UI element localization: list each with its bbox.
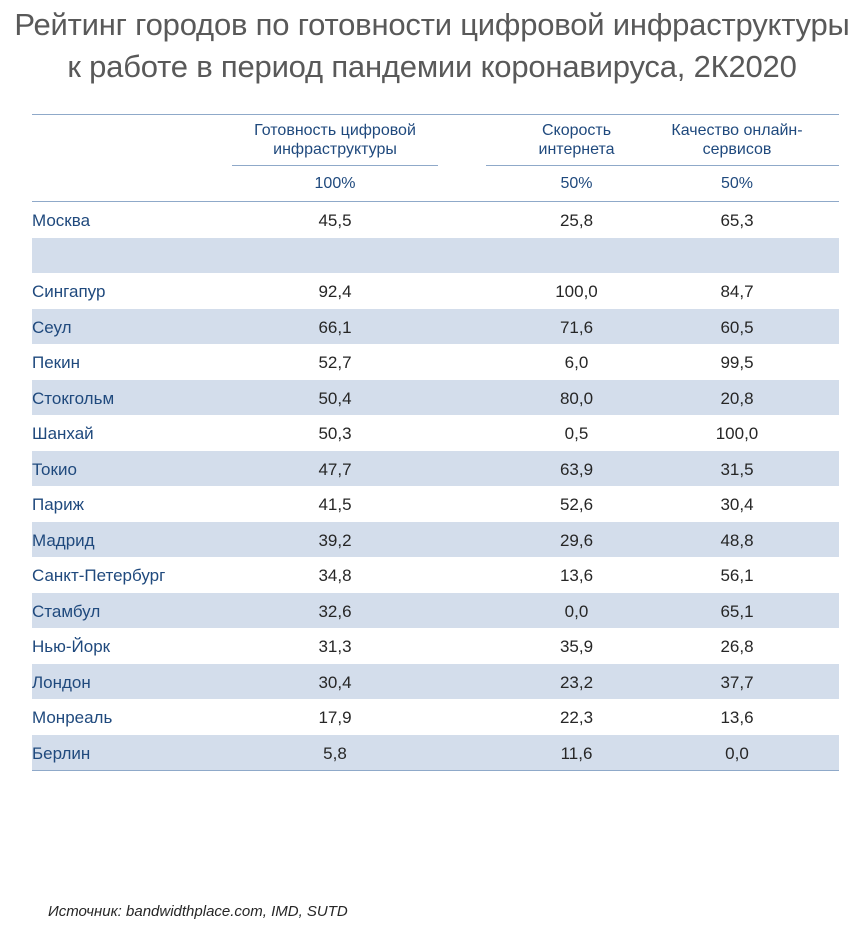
table-row (32, 202, 839, 238)
value-cell: 41,5 (318, 495, 352, 514)
value-cell: 22,3 (559, 708, 594, 727)
city-name: Сеул (32, 317, 72, 337)
value-cell: 37,7 (720, 672, 754, 692)
table-row (32, 699, 839, 735)
table-row (32, 486, 839, 522)
table-row (32, 557, 839, 593)
value-cell: 50,3 (318, 424, 352, 443)
table-row (32, 628, 839, 664)
value-cell: 60,5 (720, 317, 754, 337)
column-header-quality (652, 121, 822, 159)
value-cell: 25,8 (559, 211, 594, 230)
value-cell: 34,8 (318, 566, 352, 585)
city-name: Сингапур (32, 282, 106, 301)
table-row (32, 664, 839, 700)
column-header-line: инфраструктуры (273, 141, 397, 158)
title-line-1: Рейтинг городов по готовности цифровой инфраструктуры (14, 7, 850, 42)
city-name: Лондон (32, 672, 91, 692)
value-cell: 30,4 (318, 672, 352, 692)
value-cell: 65,1 (720, 601, 754, 621)
table-row (32, 593, 839, 629)
value-cell: 56,1 (720, 566, 754, 585)
city-name: Москва (32, 211, 91, 230)
column-header-line: сервисов (702, 141, 772, 158)
weight-speed: 50% (560, 175, 593, 192)
city-name: Шанхай (32, 424, 94, 443)
table-header (32, 115, 839, 166)
value-cell: 47,7 (318, 459, 352, 479)
table-row (32, 309, 839, 345)
column-header-line: Готовность цифровой (254, 122, 416, 139)
value-cell: 39,2 (318, 530, 352, 550)
table-row (32, 522, 839, 558)
value-cell: 65,3 (720, 211, 754, 230)
value-cell: 80,0 (559, 388, 594, 408)
value-cell: 23,2 (559, 672, 594, 692)
value-cell: 17,9 (318, 708, 352, 727)
value-cell: 66,1 (318, 317, 352, 337)
value-cell: 0,5 (564, 424, 589, 443)
value-cell: 52,6 (559, 495, 594, 514)
city-name: Стокгольм (32, 388, 115, 408)
value-cell: 20,8 (720, 388, 754, 408)
table-row (32, 273, 839, 309)
city-name: Пекин (32, 353, 80, 372)
column-header-line: Скорость (541, 122, 612, 139)
title-line-2: к работе в период пандемии коронавируса, 2К2020 (67, 49, 797, 84)
rating-table (32, 114, 839, 771)
value-cell: 35,9 (559, 637, 594, 656)
table-body (32, 202, 839, 770)
value-cell: 11,6 (560, 743, 593, 763)
value-cell: 100,0 (555, 282, 598, 301)
value-cell: 92,4 (318, 282, 352, 301)
column-header-speed (486, 121, 667, 159)
city-name: Санкт-Петербург (32, 566, 166, 585)
column-header-line: Качество онлайн- (671, 122, 803, 139)
value-cell: 100,0 (715, 424, 759, 443)
value-cell: 48,8 (720, 530, 754, 550)
city-name: Париж (32, 495, 84, 514)
value-cell: 99,5 (720, 353, 754, 372)
table-row (32, 344, 839, 380)
table-bottom-line (32, 770, 839, 771)
value-cell: 6,0 (564, 353, 589, 372)
table-row (32, 415, 839, 451)
city-name: Нью-Йорк (32, 637, 111, 656)
value-cell: 32,6 (318, 601, 352, 621)
chart-title (0, 4, 864, 88)
weight-readiness: 100% (314, 175, 356, 192)
city-name: Монреаль (32, 708, 113, 727)
weight-quality: 50% (720, 175, 754, 192)
table-row (32, 380, 839, 416)
value-cell: 31,3 (318, 637, 352, 656)
table-row (32, 238, 839, 274)
value-cell: 0,0 (725, 743, 749, 763)
city-name: Стамбул (32, 601, 101, 621)
city-name: Берлин (32, 743, 91, 763)
table-row (32, 735, 839, 771)
weights-row (32, 166, 839, 202)
column-header-line: интернета (538, 141, 615, 158)
value-cell: 13,6 (720, 708, 754, 727)
table-row (32, 451, 839, 487)
column-header-readiness (232, 121, 438, 159)
value-cell: 52,7 (318, 353, 352, 372)
value-cell: 29,6 (559, 530, 594, 550)
city-name: Мадрид (32, 530, 95, 550)
value-cell: 0,0 (564, 601, 589, 621)
city-name: Токио (32, 459, 77, 479)
value-cell: 84,7 (720, 282, 754, 301)
value-cell: 30,4 (720, 495, 754, 514)
value-cell: 13,6 (559, 566, 594, 585)
value-cell: 45,5 (318, 211, 352, 230)
value-cell: 31,5 (720, 459, 754, 479)
value-cell: 50,4 (318, 388, 352, 408)
value-cell: 26,8 (720, 637, 754, 656)
source-note: Источник: bandwidthplace.com, IMD, SUTD (48, 903, 348, 920)
value-cell: 63,9 (559, 459, 594, 479)
value-cell: 5,8 (323, 743, 347, 763)
value-cell: 71,6 (559, 317, 594, 337)
